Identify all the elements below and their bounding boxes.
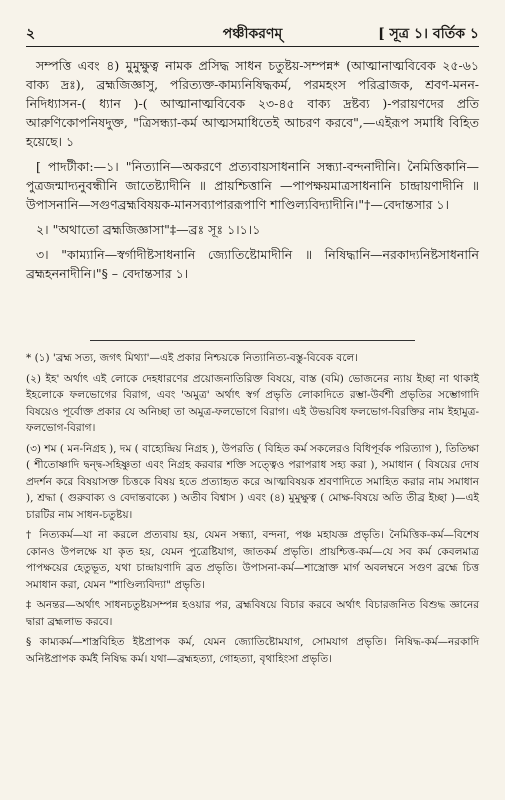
footnote-paragraph-2: ২। "অথাতো ব্রহ্মজিজ্ঞাসা"‡—ব্রঃ সূঃ ১।১।১ (36, 222, 261, 237)
body-paragraph: সম্পত্তি এবং ৪) মুমুক্ষুত্ব নামক প্রসিদ্ধ সাধন চতুষ্টয়-সম্পন্ন* (আত্মানাত্মবিবেক ২৫-৬১ বাক্য দ্রঃ), ব্রহ্মজিজ্ঞাসু, পরিত্যক্ত-কাম্যনিষিদ্ধকর্ম, পরমহংস পরিব্রাজক, শ্রবণ-মনন-নিদিধ্যাসন-( ধ্যান )-( আত্মানাত্মবিবেক ২৩-৪৫ বাক্য দ্রষ্টব্য )-পরায়ণদের প্রতি আরুণিকোপনিষদুক্ত, "ত্রিসন্ধ্যা-কর্ম আত্মসমাধিতেই আচরণ করবে",—এইরূপ সমাধি বিহিত হয়েছে। ১ (26, 58, 479, 149)
main-text (26, 56, 479, 283)
footnote-section: § কাম্যকর্ম—শাস্ত্রবিহিত ইষ্টপ্রাপক কর্ম, যেমন জ্যোতিষ্টোমযাগ, সোমযাগ প্রভৃতি। নিষিদ্ধ-কর্ম—নরকাদি অনিষ্টপ্রাপক কর্মই নিষিদ্ধ কর্ম। যথা—ব্রহ্মহত্যা, গোহত্যা, বৃথাহিংসা প্রভৃতি। (26, 636, 479, 665)
footnotes (26, 350, 479, 667)
footnote-double-dagger: ‡ অনন্তর—অর্থাৎ সাধনচতুষ্টয়সম্পন্ন হওয়ার পর, ব্রহ্মবিষয়ে বিচার করবে অর্থাৎ বিচারজনিত বিশুদ্ধ জ্ঞানের দ্বারা ব্রহ্মলাভ করবে। (26, 599, 479, 628)
footnote-star-2: (২) ইহ' অর্থাৎ এই লোকে দেহধারণের প্রয়োজনাতিরিক্ত বিষয়ে, বাস্ত (বমি) ভোজনের ন্যায় ইচ্ছা না থাকাই ইহলোকে ফলভোগের বিরাগ, এবং 'অমুত্র' অর্থাৎ স্বর্গ প্রভৃতি লোকাদিতে রম্ভা-উর্বশী প্রভৃতির সম্ভোগাদি বিষয়েও পূর্বোক্ত প্রকার যে অনিচ্ছা তা অমুত্র-ফলভোগে বিরাগ। এই উভয়বিধ ফলভোগ-বিরক্তির নাম ইহামুত্র-ফলভোগ-বিরাগ। (26, 372, 479, 434)
page-title: পঞ্চীকরণম্ (222, 26, 283, 42)
page-number: ২ (26, 26, 36, 42)
footnote-star-1: * (১) 'ব্রহ্ম সত্য, জগৎ মিথ্যা'—এই প্রকার নিশ্চয়কে নিত্যানিত্য-বস্তু-বিবেক বলে। (26, 352, 359, 364)
footnote-star-3: (৩) শম ( মন-নিগ্রহ ), দম ( বাহ্যেন্দ্রিয় নিগ্রহ ), উপরতি ( বিহিত কর্ম সকলেরও বিধিপূর্বক পরিত্যাগ ), তিতিক্ষা ( শীতোষ্ণাদি দ্বন্দ্ব-সহিষ্ণুতা এবং নিগ্রহ করবার শক্তি সত্ত্বেও পরাপরাধ সহ্য করা ), সমাধান ( বিষয়ের দোষ প্রদর্শন করে বিষয়াসক্ত চিত্তকে বিষয় হতে প্রত্যাহৃত করে আত্মবিষয়ক শ্রবণাদিতে সমাহিত করার নাম সমাধান ), শ্রদ্ধা ( গুরুবাক্য ও বেদান্তবাক্যে ) অতীব বিশ্বাস ) এবং (৪) মুমুক্ষুত্ব ( মোক্ষ-বিষয়ে অতি তীব্র ইচ্ছা )—এই চারটির নাম সাধন-চতুষ্টয়। (26, 442, 479, 521)
footnote-heading-paragraph: [ পাদটীকা:—১। "নিত্যানি—অকরণে প্রত্যবায়সাধনানি সন্ধ্যা-বন্দনাদীনি। নৈমিত্তিকানি—পুত্রজন্মাদ্যনুবন্ধীনি জাতেষ্ট্যাদীনি ॥ প্রায়শ্চিত্তানি —পাপক্ষয়মাত্রসাধনানি চান্দ্রায়ণাদীনি ॥ উপাসনানি—সগুণব্রহ্মবিষয়ক-মানসব্যাপাররূপাণি শাণ্ডিল্যবিদ্যাদীনি।"†—বেদান্তসার ১। (26, 159, 479, 212)
running-header (26, 22, 479, 44)
footnote-paragraph-3: ৩। "কাম্যানি—স্বর্গাদীষ্টসাধনানি জ্যোতিষ্টোমাদীনি ॥ নিষিদ্ধানি—নরকাদ্যনিষ্টসাধনানি ব্রহ্মহননাদীনি।"§ – বেদান্তসার ১। (26, 247, 479, 281)
notes-divider (90, 340, 415, 341)
section-reference: [ সূত্র ১। বর্তিক ১ (378, 26, 479, 42)
footnote-dagger: † নিত্যকর্ম—যা না করলে প্রত্যবায় হয়, যেমন সন্ধ্যা, বন্দনা, পঞ্চ মহাযজ্ঞ প্রভৃতি। নৈমিত্তিক-কর্ম—বিশেষ কোনও উপলক্ষে যা কৃত হয়, যেমন পুত্রেষ্টিযাগ, জাতকর্ম প্রভৃতি। প্রায়শ্চিত্ত-কর্ম—যে সব কর্ম কেবলমাত্র পাপক্ষয়ের হেতুভূত, যথা চান্দ্রায়ণাদি ব্রত প্রভৃতি। উপাসনা-কর্ম—শাস্ত্রোক্ত মার্গ অবলম্বনে সগুণ ব্রহ্মে চিত্ত সমাধান করা, যেমন "শাণ্ডিল্যবিদ্যা" প্রভৃতি। (26, 529, 479, 591)
header-rule (26, 46, 479, 47)
